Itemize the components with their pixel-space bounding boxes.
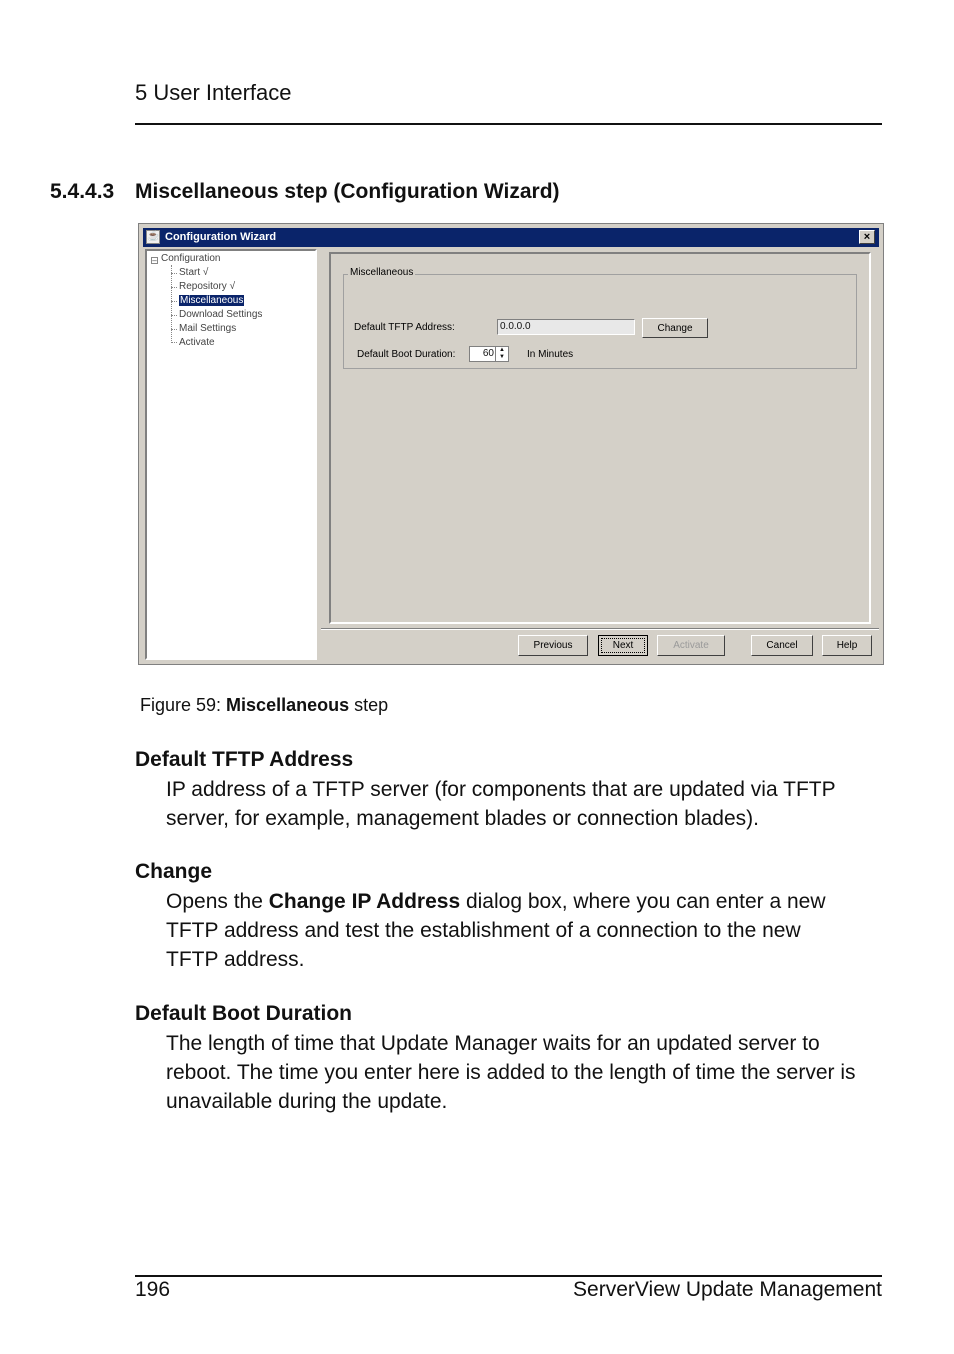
tree-item-download-settings[interactable]: Download Settings: [179, 309, 263, 320]
miscellaneous-group: [343, 267, 857, 369]
figure-caption: [140, 695, 388, 716]
desc-change: [166, 887, 886, 974]
tree-branch: [171, 301, 177, 302]
desc-default-boot-duration: [166, 1029, 886, 1116]
caption-suffix: step: [349, 695, 389, 715]
close-button[interactable]: ×: [859, 230, 875, 244]
configuration-wizard-window: [138, 223, 884, 665]
window-title: Configuration Wizard: [165, 231, 277, 243]
desc-text: dialog box, where you can enter a new: [460, 890, 826, 913]
tree-root-configuration[interactable]: Configuration: [161, 253, 221, 264]
step-content-panel: [329, 252, 871, 624]
tree-branch: [171, 287, 177, 288]
wizard-step-tree: [145, 249, 317, 660]
desc-line: The length of time that Update Manager waits for an updated server to: [166, 1032, 820, 1055]
caption-prefix: Figure 59:: [140, 695, 227, 715]
term-default-tftp-address: Default TFTP Address: [135, 748, 354, 771]
help-button[interactable]: Help: [822, 635, 872, 656]
boot-duration-stepper[interactable]: [469, 346, 509, 362]
term-default-boot-duration: Default Boot Duration: [135, 1002, 352, 1025]
boot-duration-label: Default Boot Duration:: [357, 349, 456, 360]
header-rule: [135, 123, 882, 125]
desc-line: unavailable during the update.: [166, 1090, 448, 1113]
title-bar[interactable]: [143, 228, 879, 247]
desc-text: Opens the: [166, 890, 269, 913]
footer-title: ServerView Update Management: [573, 1278, 882, 1301]
change-button[interactable]: Change: [642, 318, 708, 338]
desc-line: server, for example, management blades or connection blades).: [166, 807, 759, 830]
desc-bold: Change IP Address: [268, 890, 461, 913]
boot-duration-unit: In Minutes: [527, 349, 574, 360]
desc-line: TFTP address and test the establishment of a connection to the new: [166, 919, 801, 942]
footer-rule: [135, 1275, 882, 1277]
spinner-arrows-icon[interactable]: ▲ ▼: [495, 347, 508, 361]
page-number: 196: [135, 1278, 171, 1301]
tree-branch: [171, 329, 177, 330]
desc-line: TFTP address.: [166, 948, 305, 971]
collapse-icon[interactable]: –: [152, 256, 157, 265]
desc-line: IP address of a TFTP server (for components that are updated via TFTP: [166, 778, 836, 801]
desc-default-tftp-address: [166, 775, 886, 833]
tree-branch: [171, 342, 177, 343]
button-separator: [321, 628, 879, 630]
section-number: 5.4.4.3: [50, 180, 115, 203]
term-change: Change: [135, 860, 213, 883]
java-icon: ☕: [147, 231, 160, 242]
tree-item-start[interactable]: Start √: [179, 267, 209, 278]
desc-line: reboot. The time you enter here is added to the length of time the server is: [166, 1061, 856, 1084]
cancel-button[interactable]: Cancel: [751, 635, 813, 656]
tree-item-activate[interactable]: Activate: [179, 337, 215, 348]
page-header: 5 User Interface: [135, 80, 292, 105]
group-title: Miscellaneous: [350, 267, 414, 278]
tree-branch: [171, 315, 177, 316]
desc-line: [166, 887, 886, 916]
next-button[interactable]: Next: [598, 635, 648, 656]
tree-item-mail-settings[interactable]: Mail Settings: [179, 323, 237, 334]
tftp-address-field[interactable]: 0.0.0.0: [497, 319, 635, 335]
tree-branch: [171, 273, 177, 274]
tftp-address-label: Default TFTP Address:: [354, 322, 455, 333]
boot-duration-value: 60: [482, 348, 494, 359]
tree-item-miscellaneous[interactable]: Miscellaneous: [180, 295, 244, 306]
previous-button[interactable]: Previous: [518, 635, 588, 656]
activate-button: Activate: [657, 635, 725, 656]
section-title: Miscellaneous step (Configuration Wizard): [135, 180, 560, 203]
caption-bold: Miscellaneous: [226, 695, 350, 715]
tree-item-repository[interactable]: Repository √: [179, 281, 236, 292]
